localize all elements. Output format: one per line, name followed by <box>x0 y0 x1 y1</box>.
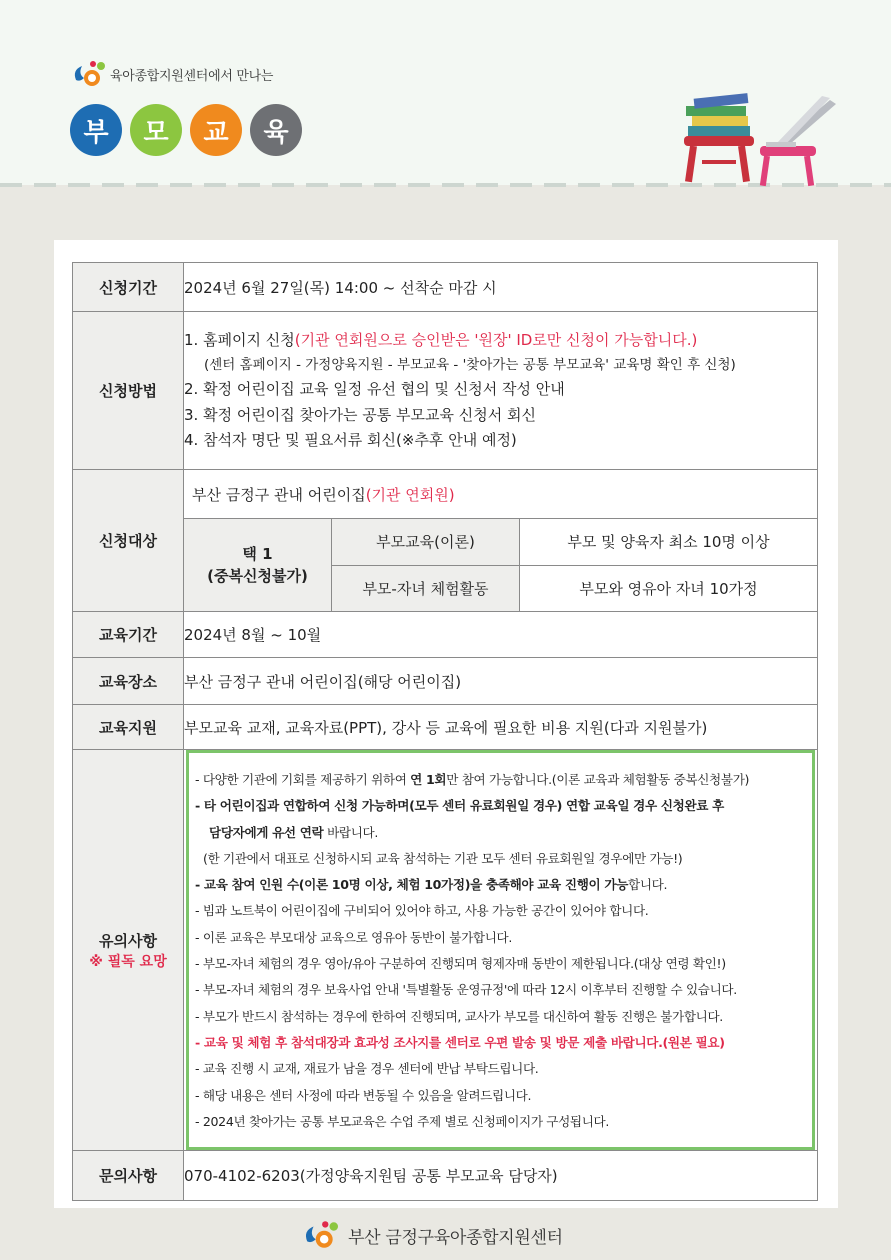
notes-box <box>186 750 815 1150</box>
choice-line1: 택 1 <box>242 545 273 563</box>
edu-period-value: 2024년 8월 ~ 10월 <box>184 612 818 658</box>
contact-value: 070-4102-6203(가정양육지원팀 공통 부모교육 담당자) <box>184 1151 818 1201</box>
notes-value <box>184 750 818 1151</box>
note-1-b: 연 1회 <box>410 772 447 787</box>
method-line1-note: (기관 연회원으로 승인받은 '원장' ID로만 신청이 가능합니다.) <box>294 330 698 349</box>
note-1-c: 만 참여 가능합니다.(이론 교육과 체험활동 중복신청불가) <box>446 772 750 787</box>
method-label: 신청방법 <box>73 312 184 470</box>
target-label: 신청대상 <box>73 470 184 612</box>
note-12: - 교육 진행 시 교재, 재료가 남을 경우 센터에 반납 부탁드립니다. <box>195 1061 539 1077</box>
target-main-note: (기관 연회원) <box>365 485 455 504</box>
method-value <box>184 312 818 470</box>
option2-name: 부모-자녀 체험활동 <box>332 565 520 611</box>
note-6: - 빔과 노트북이 어린이집에 구비되어 있어야 하고, 사용 가능한 공간이 있어야 합니다. <box>195 903 649 919</box>
footer-org-name: 부산 금정구육아종합지원센터 <box>348 1227 563 1248</box>
target-options-table <box>184 519 817 611</box>
title-char-3: 교 <box>190 104 242 156</box>
method-line3: 3. 확정 어린이집 찾아가는 공통 부모교육 신청서 회신 <box>184 405 536 424</box>
note-3 <box>195 820 812 846</box>
edu-place-label: 교육장소 <box>73 658 184 705</box>
choice-line2: (중복신청불가) <box>207 567 308 585</box>
contact-label: 문의사항 <box>73 1151 184 1201</box>
note-2: - 타 어린이집과 연합하여 신청 가능하며(모두 센터 유료회원일 경우) 연합 교육일 경우 신청완료 후 <box>195 798 724 814</box>
note-14: - 2024년 찾아가는 공통 부모교육은 수업 주제 별로 신청페이지가 구성됩니다. <box>195 1113 610 1129</box>
note-11: - 교육 및 체험 후 참석대장과 효과성 조사지를 센터로 우편 발송 및 방문 제출 바랍니다.(원본 필요) <box>195 1034 725 1050</box>
header-subtitle: 육아종합지원센터에서 만나는 <box>110 68 274 84</box>
content-card <box>54 240 838 1208</box>
notes-required: ※ 필독 요망 <box>89 953 167 970</box>
period-value: 2024년 6월 27일(목) 14:00 ~ 선착순 마감 시 <box>184 263 818 312</box>
option1-desc: 부모 및 양육자 최소 10명 이상 <box>520 519 818 565</box>
footer <box>300 1218 563 1252</box>
note-10: - 부모가 반드시 참석하는 경우에 한하여 진행되며, 교사가 부모를 대신하여 활동 진행은 불가합니다. <box>195 1008 723 1024</box>
title-char-2: 모 <box>130 104 182 156</box>
note-5-b: 합니다. <box>628 877 668 893</box>
notes-label-cell <box>73 750 184 1151</box>
target-value <box>184 470 818 612</box>
edu-support-label: 교육지원 <box>73 705 184 750</box>
note-5-a: - 교육 참여 인원 수(이론 10명 이상, 체험 10가정)을 충족해야 교육 진행이 가능 <box>195 877 629 893</box>
note-9: - 부모-자녀 체험의 경우 보육사업 안내 '특별활동 운영규정'에 따라 12시 이후부터 진행할 수 있습니다. <box>195 982 737 998</box>
note-5 <box>195 872 812 898</box>
option2-desc: 부모와 영유아 자녀 10가정 <box>520 565 818 611</box>
option1-name: 부모교육(이론) <box>332 519 520 565</box>
notes-label: 유의사항 <box>99 931 157 950</box>
page-title <box>70 104 302 156</box>
note-3-b: 바랍니다. <box>323 824 378 840</box>
note-1-a: - 다양한 기관에 기회를 제공하기 위하여 <box>195 772 411 787</box>
choice-cell <box>184 519 332 611</box>
header-logo <box>70 58 273 90</box>
note-4: (한 기관에서 대표로 신청하시되 교육 참석하는 기관 모두 센터 유료회원일 경우에만 가능!) <box>203 850 683 866</box>
note-7: - 이론 교육은 부모대상 교육으로 영유아 동반이 불가합니다. <box>195 929 512 945</box>
method-line2: 2. 확정 어린이집 교육 일정 유선 협의 및 신청서 작성 안내 <box>184 380 565 398</box>
note-13: - 해당 내용은 센터 사정에 따라 변동될 수 있음을 알려드립니다. <box>195 1087 532 1103</box>
method-line1-sub: (센터 홈페이지 - 가정양육지원 - 부모교육 - '찾아가는 공통 부모교육' 교육명 확인 후 신청) <box>204 357 736 373</box>
footer-logo-icon <box>300 1218 342 1252</box>
center-logo-icon <box>70 58 108 90</box>
note-8: - 부모-자녀 체험의 경우 영아/유아 구분하여 진행되며 형제자매 동반이 제한됩니다.(대상 연령 확인!) <box>195 956 726 972</box>
target-main: 부산 금정구 관내 어린이집 <box>192 485 366 504</box>
edu-place-value: 부산 금정구 관내 어린이집(해당 어린이집) <box>184 658 818 705</box>
title-char-1: 부 <box>70 104 122 156</box>
info-table <box>72 262 818 1201</box>
title-char-4: 육 <box>250 104 302 156</box>
note-3-a: 담당자에게 유선 연락 <box>209 824 324 840</box>
books-laptop-illustration <box>680 88 840 188</box>
edu-period-label: 교육기간 <box>73 612 184 658</box>
edu-support-value: 부모교육 교재, 교육자료(PPT), 강사 등 교육에 필요한 비용 지원(다과 지원불가) <box>184 705 818 750</box>
method-line4: 4. 참석자 명단 및 필요서류 회신(※추후 안내 예정) <box>184 431 517 449</box>
period-label: 신청기간 <box>73 263 184 312</box>
method-line1: 1. 홈페이지 신청 <box>184 330 295 349</box>
note-1 <box>195 767 812 793</box>
